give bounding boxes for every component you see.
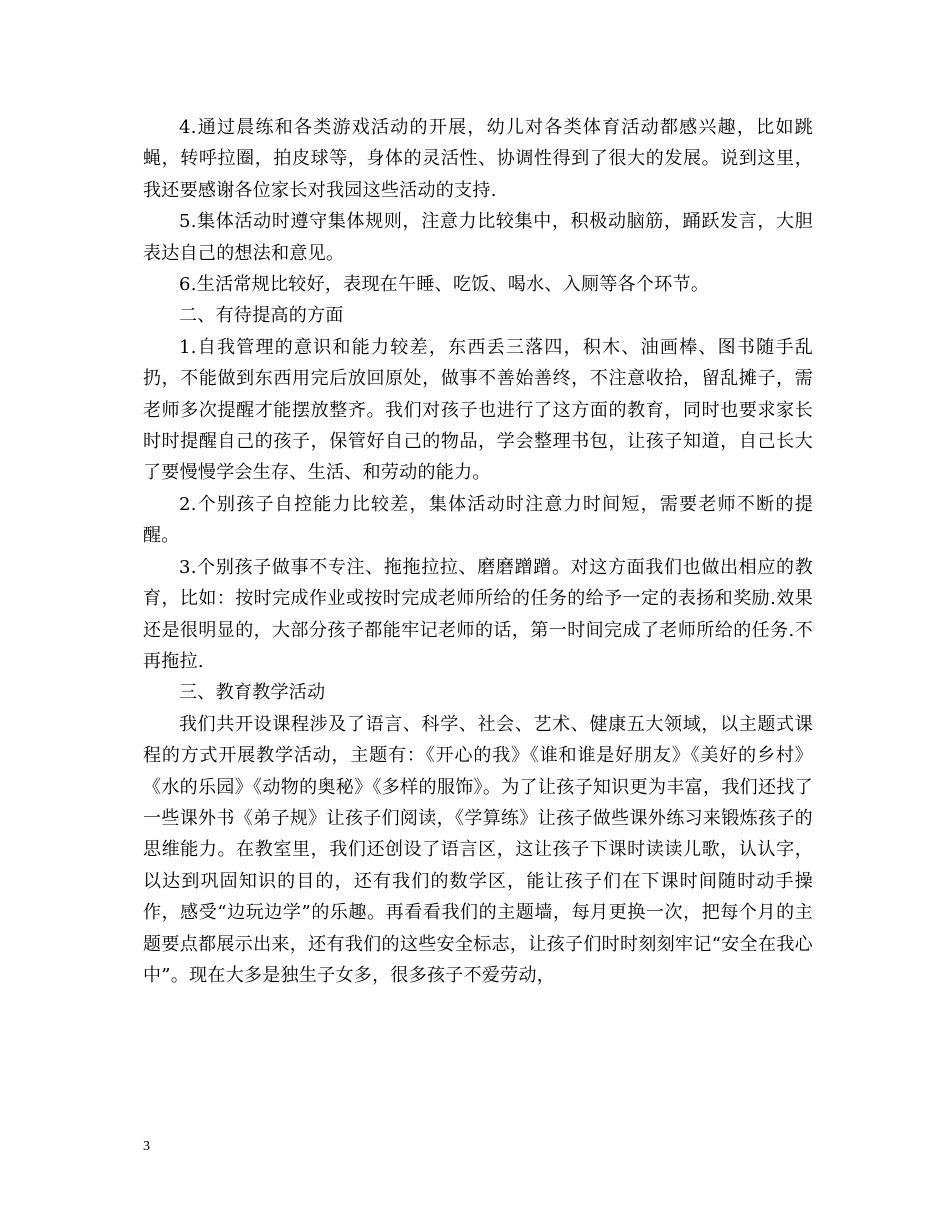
paragraph-item-4: 4.通过晨练和各类游戏活动的开展，幼儿对各类体育活动都感兴趣，比如跳蝇，转呼拉圈，拍皮球等，身体的灵活性、协调性得到了很大的发展。说到这里，我还要感谢各位家长对我园这些活动的支持. (143, 117, 813, 201)
page-number: 3 (143, 1139, 150, 1154)
paragraph-improvement-3: 3.个别孩子做事不专注、拖拖拉拉、磨磨蹭蹭。对这方面我们也做出相应的教育，比如：按时完成作业或按时完成老师所给的任务的给予一定的表扬和奖励.效果还是很明显的，大部分孩子都能牢记老师的话，第一时间完成了老师所给的任务.不再拖拉. (143, 556, 813, 672)
body-text (143, 112, 813, 991)
section-heading-improvement: 二、有待提高的方面 (179, 305, 344, 327)
paragraph-improvement-2: 2.个别孩子自控能力比较差，集体活动时注意力时间短，需要老师不断的提醒。 (143, 493, 813, 547)
section-heading-teaching: 三、教育教学活动 (179, 682, 326, 704)
paragraph-improvement-1: 1.自我管理的意识和能力较差，东西丢三落四，积木、油画棒、图书随手乱扔，不能做到东西用完后放回原处，做事不善始善终，不注意收拾，留乱摊子，需老师多次提醒才能摆放整齐。我们对孩子也进行了这方面的教育，同时也要求家长时时提醒自己的孩子，保管好自己的物品，学会整理书包，让孩子知道，自己长大了要慢慢学会生存、生活、和劳动的能力。 (143, 336, 813, 484)
paragraph-item-5: 5.集体活动时遵守集体规则，注意力比较集中，积极动脑筋，踊跃发言，大胆表达自己的想法和意见。 (143, 211, 813, 264)
paragraph-item-6: 6.生活常规比较好，表现在午睡、吃饭、喝水、入厕等各个环节。 (179, 274, 710, 296)
paragraph-teaching-body: 我们共开设课程涉及了语言、科学、社会、艺术、健康五大领域，以主题式课程的方式开展教学活动，主题有：《开心的我》《谁和谁是好朋友》《美好的乡村》《水的乐园》《动物的奥秘》《多样的服饰》。为了让孩子知识更为丰富，我们还找了一些课外书《弟子规》让孩子们阅读，《学算练》让孩子做些课外练习来锻炼孩子的思维能力。在教室里，我们还创设了语言区，这让孩子下课时读读儿歌，认认字，以达到巩固知识的目的，还有我们的数学区，能让孩子们在下课时间随时动手操作，感受“边玩边学”的乐趣。再看看我们的主题墙，每月更换一次，把每个月的主题要点都展示出来，还有我们的这些安全标志，让孩子们时时刻刻牢记“安全在我心中”。现在大多是独生子女多，很多孩子不爱劳动， (143, 713, 813, 986)
